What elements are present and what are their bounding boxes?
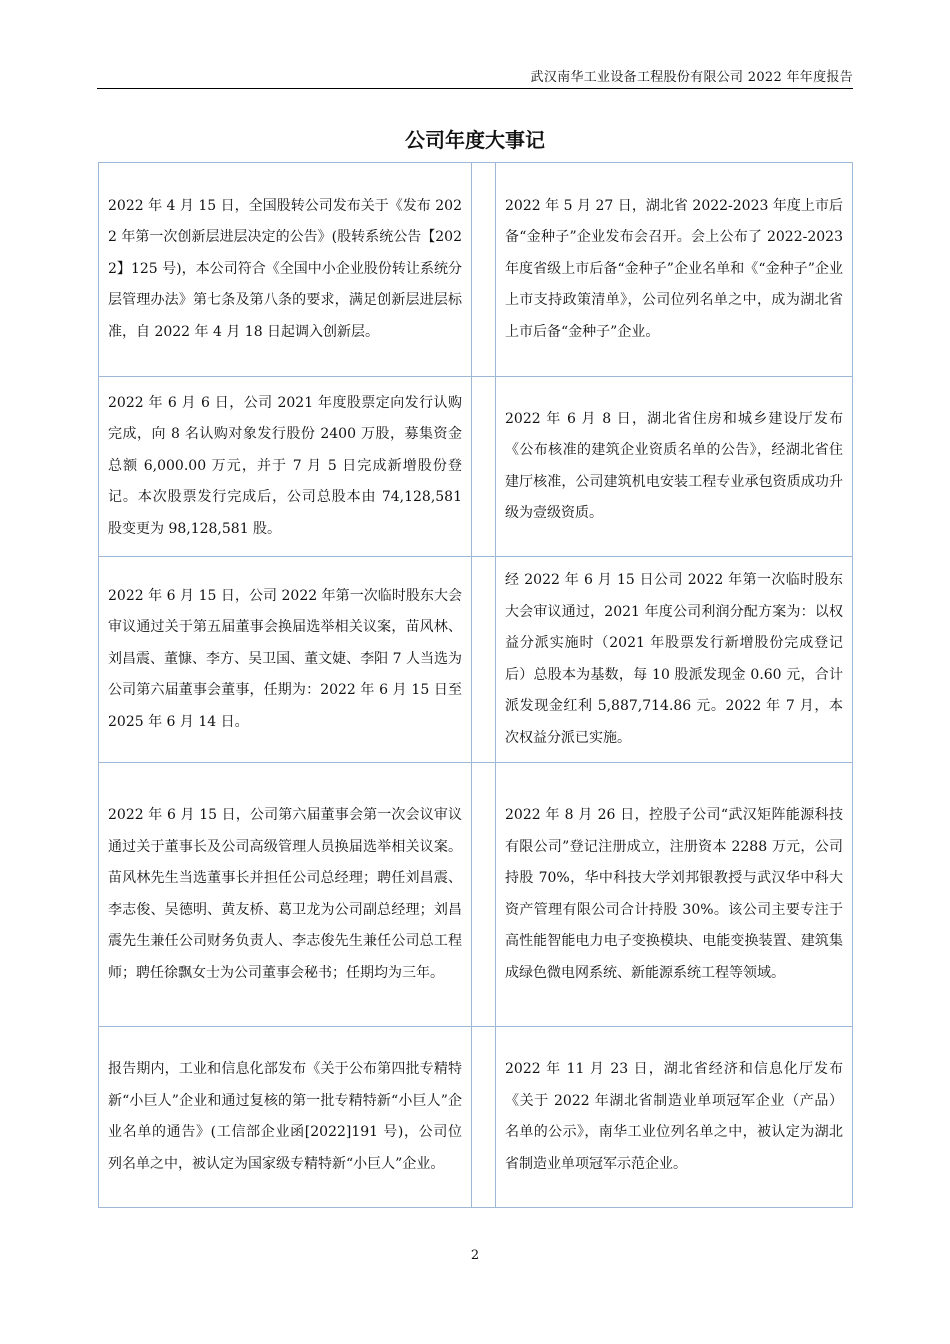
- event-row: [99, 377, 853, 557]
- event-cell-right: 2022 年 5 月 27 日，湖北省 2022-2023 年度上市后备“金种子”企业发布会召开。会上公布了 2022-2023 年度省级上市后备“金种子”企业名单和《“金种子”企业上市支持政策清单》，公司位列名单之中，成为湖北省上市后备“金种子”企业。: [496, 163, 853, 377]
- header-divider: [97, 88, 853, 89]
- event-cell-left: 2022 年 6 月 15 日，公司 2022 年第一次临时股东大会审议通过关于第五届董事会换届选举相关议案，苗风林、刘昌震、董慷、李方、吴卫国、董文婕、李阳 7 人当选为公司第六届董事会董事，任期为：2022 年 6 月 15 日至 2025 年 6 月 14 日。: [99, 557, 472, 763]
- event-row: [99, 1027, 853, 1208]
- event-row: [99, 763, 853, 1027]
- page-number: 2: [470, 1248, 480, 1263]
- spacer-cell: [472, 163, 496, 377]
- event-cell-right: 2022 年 8 月 26 日，控股子公司“武汉矩阵能源科技有限公司”登记注册成立，注册资本 2288 万元，公司持股 70%，华中科技大学刘邦银教授与武汉华中科大资产管理有限公司合计持股 30%。该公司主要专注于高性能智能电力电子变换模块、电能变换装置、建筑集成绿色微电网系统、新能源系统工程等领域。: [496, 763, 853, 1027]
- event-row: [99, 557, 853, 763]
- spacer-cell: [472, 1027, 496, 1208]
- event-row: [99, 163, 853, 377]
- spacer-cell: [472, 763, 496, 1027]
- event-cell-right: 经 2022 年 6 月 15 日公司 2022 年第一次临时股东大会审议通过，2021 年度公司利润分配方案为：以权益分派实施时（2021 年股票发行新增股份完成登记后）总股本为基数，每 10 股派发现金 0.60 元，合计派发现金红利 5,887,714.86 元。2022 年 7 月，本次权益分派已实施。: [496, 557, 853, 763]
- event-cell-right: 2022 年 6 月 8 日，湖北省住房和城乡建设厅发布《公布核准的建筑企业资质名单的公告》，经湖北省住建厅核准，公司建筑机电安装工程专业承包资质成功升级为壹级资质。: [496, 377, 853, 557]
- events-table: [98, 162, 853, 1208]
- event-cell-right: 2022 年 11 月 23 日，湖北省经济和信息化厅发布《关于 2022 年湖北省制造业单项冠军企业（产品）名单的公示》，南华工业位列名单之中，被认定为湖北省制造业单项冠军示范企业。: [496, 1027, 853, 1208]
- spacer-cell: [472, 557, 496, 763]
- report-header-title: 武汉南华工业设备工程股份有限公司 2022 年年度报告: [530, 70, 853, 85]
- spacer-cell: [472, 377, 496, 557]
- event-cell-left: 报告期内，工业和信息化部发布《关于公布第四批专精特新“小巨人”企业和通过复核的第一批专精特新“小巨人”企业名单的通告》(工信部企业函[2022]191 号)，公司位列名单之中，被认定为国家级专精特新“小巨人”企业。: [99, 1027, 472, 1208]
- event-cell-left: 2022 年 6 月 6 日，公司 2021 年度股票定向发行认购完成，向 8 名认购对象发行股份 2400 万股，募集资金总额 6,000.00 万元，并于 7 月 5 日完成新增股份登记。本次股票发行完成后，公司总股本由 74,128,581 股变更为 98,128,581 股。: [99, 377, 472, 557]
- event-cell-left: 2022 年 4 月 15 日，全国股转公司发布关于《发布 2022 年第一次创新层进层决定的公告》(股转系统公告【2022】125 号)，本公司符合《全国中小企业股份转让系统分层管理办法》第七条及第八条的要求，满足创新层进层标准，自 2022 年 4 月 18 日起调入创新层。: [99, 163, 472, 377]
- page-title: 公司年度大事记: [405, 128, 545, 152]
- event-cell-left: 2022 年 6 月 15 日，公司第六届董事会第一次会议审议通过关于董事长及公司高级管理人员换届选举相关议案。苗风林先生当选董事长并担任公司总经理；聘任刘昌震、李志俊、吴德明、黄友桥、葛卫龙为公司副总经理；刘昌震先生兼任公司财务负责人、李志俊先生兼任公司总工程师；聘任徐飘女士为公司董事会秘书；任期均为三年。: [99, 763, 472, 1027]
